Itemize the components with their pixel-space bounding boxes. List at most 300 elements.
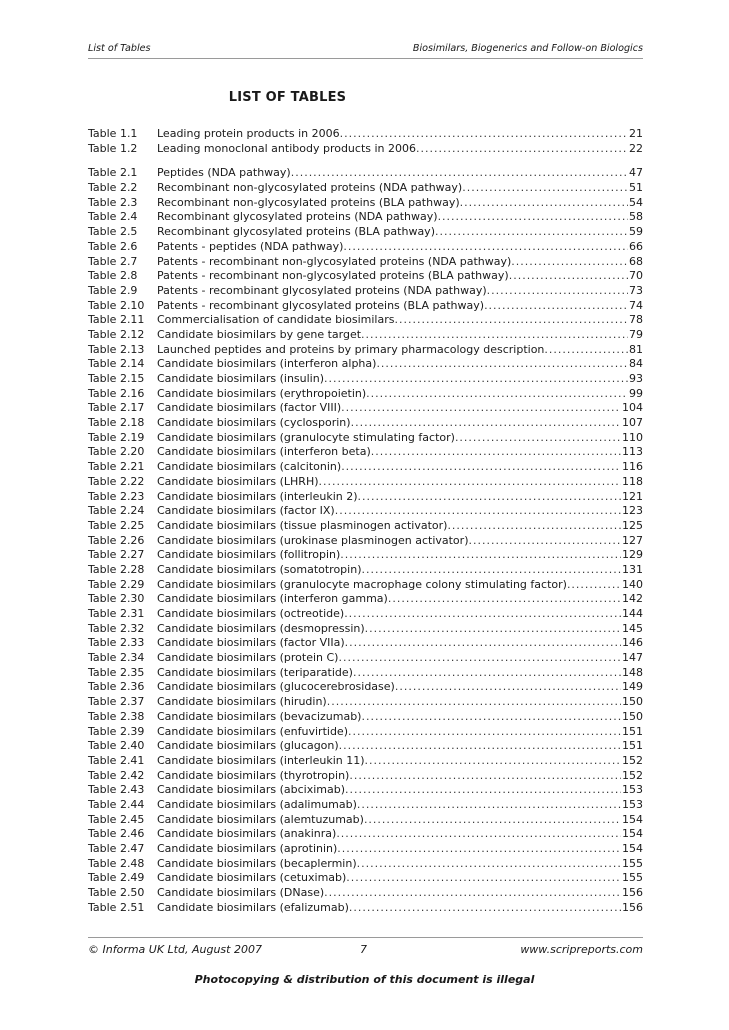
page-number: 151 (622, 724, 643, 738)
table-title: Candidate biosimilars by gene target (157, 327, 362, 341)
page-number: 74 (629, 298, 643, 312)
table-entry (157, 563, 643, 578)
dot-leader (353, 666, 621, 681)
table-number: Table 2.42 (88, 768, 145, 782)
page-number: 125 (622, 518, 643, 532)
list-item (88, 240, 643, 255)
table-entry (157, 680, 643, 695)
dot-leader (319, 475, 621, 490)
table-entry (157, 901, 643, 916)
dot-leader (361, 563, 621, 578)
table-title: Candidate biosimilars (tissue plasminogen activator) (157, 518, 448, 532)
page-number: 156 (622, 886, 643, 900)
table-title: Candidate biosimilars (granulocyte macrophage colony stimulating factor) (157, 577, 567, 591)
table-number: Table 2.51 (88, 900, 145, 914)
table-number: Table 2.33 (88, 636, 145, 650)
table-title: Candidate biosimilars (factor IX) (157, 504, 335, 518)
list-item (88, 695, 643, 710)
table-number: Table 2.15 (88, 372, 145, 385)
page-number: 104 (622, 401, 643, 415)
table-title: Candidate biosimilars (somatotropin) (157, 562, 362, 576)
table-title: Candidate biosimilars (interferon alpha) (157, 357, 377, 371)
footer-page-number: 7 (360, 943, 367, 956)
table-number: Table 2.18 (88, 416, 145, 430)
table-title: Patents - recombinant glycosylated proteins (BLA pathway) (157, 298, 485, 312)
list-item (88, 901, 643, 916)
dot-leader (357, 798, 621, 813)
list-item (88, 813, 643, 828)
list-item (88, 857, 643, 872)
table-title: Candidate biosimilars (abciximab) (157, 783, 346, 797)
page-number: 153 (622, 783, 643, 797)
table-entry (157, 504, 643, 519)
table-entry (157, 827, 643, 842)
page-number: 147 (622, 651, 643, 665)
dot-leader (336, 827, 621, 842)
table-number: Table 2.40 (88, 739, 145, 753)
table-number: Table 2.28 (88, 562, 145, 576)
table-entry (157, 181, 643, 196)
table-number: Table 2.5 (88, 225, 138, 239)
table-title: Commercialisation of candidate biosimilars (157, 313, 395, 327)
dot-leader (376, 357, 628, 372)
dot-leader (365, 754, 621, 769)
table-entry (157, 328, 643, 343)
list-item (88, 680, 643, 695)
table-entry (157, 475, 643, 490)
page-number: 93 (629, 372, 643, 385)
page-number: 22 (629, 141, 643, 155)
list-item (88, 372, 643, 387)
table-title: Candidate biosimilars (bevacizumab) (157, 709, 362, 723)
list-item (88, 387, 643, 402)
list-item (88, 313, 643, 328)
table-number: Table 2.41 (88, 753, 145, 767)
table-title: Candidate biosimilars (granulocyte stimulating factor) (157, 430, 455, 444)
list-item (88, 710, 643, 725)
table-number: Table 2.38 (88, 709, 145, 723)
table-title: Candidate biosimilars (interferon beta) (157, 445, 371, 459)
dot-leader (509, 269, 628, 284)
page-number: 144 (622, 607, 643, 620)
list-item (88, 666, 643, 681)
list-item (88, 401, 643, 416)
page-number: 107 (622, 416, 643, 430)
table-number: Table 2.1 (88, 166, 138, 180)
list-item (88, 886, 643, 901)
table-entry (157, 416, 643, 431)
page-number: 129 (622, 548, 643, 562)
header-right: Biosimilars, Biogenerics and Follow-on Biologics (412, 43, 643, 54)
list-item (88, 357, 643, 372)
table-number: Table 2.7 (88, 254, 138, 268)
table-number: Table 2.8 (88, 269, 138, 283)
table-number: Table 2.36 (88, 680, 145, 694)
table-title: Candidate biosimilars (follitropin) (157, 548, 341, 562)
table-title: Patents - recombinant non-glycosylated proteins (BLA pathway) (157, 269, 509, 283)
table-title: Candidate biosimilars (glucagon) (157, 739, 339, 753)
table-number: Table 2.30 (88, 592, 145, 606)
list-item (88, 563, 643, 578)
list-item (88, 871, 643, 886)
table-entry (157, 592, 643, 607)
dot-leader (348, 725, 621, 740)
table-number: Table 2.46 (88, 827, 145, 841)
page-number: 155 (622, 856, 643, 870)
table-entry (157, 622, 643, 637)
dot-leader (511, 255, 628, 270)
table-entry (157, 519, 643, 534)
list-item (88, 127, 643, 142)
table-title: Recombinant non-glycosylated proteins (NDA pathway) (157, 181, 463, 195)
table-entry (157, 548, 643, 563)
list-item (88, 416, 643, 431)
page-number: 150 (622, 695, 643, 709)
table-title: Patents - recombinant non-glycosylated proteins (NDA pathway) (157, 254, 512, 268)
page-number: 59 (629, 225, 643, 239)
table-entry (157, 607, 643, 622)
table-title: Candidate biosimilars (desmopressin) (157, 621, 365, 635)
page-number: 73 (629, 283, 643, 297)
table-entry (157, 695, 643, 710)
table-number: Table 2.27 (88, 548, 145, 562)
dot-leader (361, 710, 621, 725)
list-item (88, 210, 643, 225)
table-entry (157, 284, 643, 299)
table-title: Candidate biosimilars (erythropoietin) (157, 386, 367, 400)
dot-leader (357, 857, 621, 872)
table-entry (157, 166, 643, 181)
dot-leader (335, 504, 621, 519)
table-entry (157, 798, 643, 813)
table-title: Candidate biosimilars (factor VIIa) (157, 636, 345, 650)
dot-leader (358, 490, 621, 505)
table-number: Table 2.3 (88, 195, 138, 209)
table-entry (157, 710, 643, 725)
dot-leader (346, 871, 621, 886)
list-item (88, 534, 643, 549)
table-entry (157, 739, 643, 754)
table-entry (157, 127, 643, 142)
page-number: 150 (622, 709, 643, 723)
dot-leader (341, 401, 621, 416)
dot-leader (338, 651, 621, 666)
dot-leader (337, 842, 621, 857)
dot-leader (416, 142, 628, 157)
list-item (88, 798, 643, 813)
dot-leader (324, 886, 621, 901)
page-number: 142 (622, 592, 643, 606)
page-footer (88, 943, 643, 956)
page-number: 84 (629, 357, 643, 371)
list-item (88, 328, 643, 343)
list-item (88, 769, 643, 784)
table-title: Peptides (NDA pathway) (157, 166, 291, 180)
dot-leader (484, 299, 628, 314)
table-entry (157, 857, 643, 872)
table-title: Recombinant non-glycosylated proteins (BLA pathway) (157, 195, 460, 209)
list-item (88, 196, 643, 211)
table-entry (157, 636, 643, 651)
table-number: Table 2.34 (88, 651, 145, 665)
table-title: Candidate biosimilars (octreotide) (157, 607, 345, 620)
page-number: 127 (622, 533, 643, 547)
footer-divider (88, 937, 643, 938)
table-title: Candidate biosimilars (interleukin 2) (157, 489, 358, 503)
header-left: List of Tables (88, 43, 151, 54)
table-number: Table 2.6 (88, 239, 138, 253)
footer-copyright: © Informa UK Ltd, August 2007 (88, 943, 262, 956)
list-item (88, 255, 643, 270)
table-number: Table 2.20 (88, 445, 145, 459)
table-entry (157, 725, 643, 740)
table-entry (157, 754, 643, 769)
page-number: 148 (622, 665, 643, 679)
table-number: Table 2.45 (88, 812, 145, 826)
dot-leader (366, 387, 628, 402)
table-title: Candidate biosimilars (adalimumab) (157, 797, 357, 811)
table-entry (157, 578, 643, 593)
table-number: Table 2.32 (88, 621, 145, 635)
dot-leader (388, 592, 621, 607)
dot-leader (324, 372, 628, 387)
table-title: Candidate biosimilars (interleukin 11) (157, 753, 365, 767)
list-item (88, 181, 643, 196)
table-number: Table 2.13 (88, 342, 145, 356)
list-item (88, 739, 643, 754)
table-number: Table 2.35 (88, 665, 145, 679)
dot-leader (460, 196, 628, 211)
table-number: Table 2.26 (88, 533, 145, 547)
table-title: Candidate biosimilars (protein C) (157, 651, 339, 665)
dot-leader (468, 534, 621, 549)
table-entry (157, 142, 643, 157)
table-number: Table 1.2 (88, 141, 138, 155)
table-title: Candidate biosimilars (alemtuzumab) (157, 812, 364, 826)
table-title: Candidate biosimilars (thyrotropin) (157, 768, 350, 782)
table-title: Candidate biosimilars (cyclosporin) (157, 416, 351, 430)
table-entry (157, 313, 643, 328)
list-item (88, 445, 643, 460)
table-entry (157, 210, 643, 225)
table-entry (157, 842, 643, 857)
list-item (88, 460, 643, 475)
dot-leader (349, 901, 621, 916)
table-entry (157, 813, 643, 828)
table-entry (157, 196, 643, 211)
list-item (88, 166, 643, 181)
dot-leader (341, 460, 621, 475)
table-number: Table 2.50 (88, 886, 145, 900)
table-title: Leading monoclonal antibody products in 2006 (157, 141, 417, 155)
dot-leader (291, 166, 628, 181)
page-number: 154 (622, 827, 643, 841)
dot-leader (345, 783, 621, 798)
list-item (88, 431, 643, 446)
dot-leader (371, 445, 621, 460)
table-title: Candidate biosimilars (interferon gamma) (157, 592, 388, 606)
dot-leader (395, 680, 621, 695)
table-title: Candidate biosimilars (calcitonin) (157, 460, 342, 474)
table-entry (157, 651, 643, 666)
dot-leader (340, 548, 621, 563)
table-title: Candidate biosimilars (hirudin) (157, 695, 327, 709)
page-number: 21 (629, 127, 643, 140)
page-number: 81 (629, 342, 643, 356)
copyright-notice: Photocopying & distribution of this document is illegal (194, 973, 535, 986)
dot-leader (365, 622, 621, 637)
list-item (88, 725, 643, 740)
table-title: Candidate biosimilars (insulin) (157, 372, 325, 385)
page-number: 154 (622, 812, 643, 826)
page-number: 131 (622, 562, 643, 576)
page-number: 110 (622, 430, 643, 444)
table-title: Candidate biosimilars (anakinra) (157, 827, 337, 841)
table-title: Patents - recombinant glycosylated proteins (NDA pathway) (157, 283, 487, 297)
dot-leader (447, 519, 621, 534)
table-number: Table 2.23 (88, 489, 145, 503)
list-item (88, 284, 643, 299)
table-number: Table 2.47 (88, 842, 145, 855)
table-entry (157, 240, 643, 255)
dot-leader (487, 284, 628, 299)
list-item (88, 343, 643, 358)
list-item (88, 842, 643, 857)
page-number: 116 (622, 460, 643, 474)
table-title: Launched peptides and proteins by primary pharmacology description (157, 342, 545, 356)
table-entry (157, 387, 643, 402)
table-title: Candidate biosimilars (teriparatide) (157, 665, 353, 679)
table-title: Candidate biosimilars (enfuvirtide) (157, 724, 348, 738)
page-number: 152 (622, 753, 643, 767)
table-number: Table 2.49 (88, 871, 145, 885)
page-number: 68 (629, 254, 643, 268)
table-title: Recombinant glycosylated proteins (BLA pathway) (157, 225, 435, 239)
dot-leader (438, 210, 628, 225)
page-number: 156 (622, 900, 643, 914)
list-item (88, 269, 643, 284)
table-title: Candidate biosimilars (aprotinin) (157, 842, 338, 855)
dot-leader (344, 607, 621, 622)
list-item (88, 548, 643, 563)
table-title: Recombinant glycosylated proteins (NDA pathway) (157, 210, 438, 224)
list-item (88, 783, 643, 798)
table-title: Candidate biosimilars (cetuximab) (157, 871, 347, 885)
table-number: Table 2.43 (88, 783, 145, 797)
footer-website: www.scripreports.com (520, 943, 643, 956)
dot-leader (345, 636, 621, 651)
dot-leader (351, 416, 621, 431)
dot-leader (364, 813, 621, 828)
table-number: Table 2.12 (88, 327, 145, 341)
table-number: Table 2.22 (88, 474, 145, 488)
list-item (88, 299, 643, 314)
table-number: Table 2.44 (88, 797, 145, 811)
list-item (88, 592, 643, 607)
table-number: Table 2.37 (88, 695, 145, 709)
list-item (88, 651, 643, 666)
dot-leader (455, 431, 621, 446)
dot-leader (394, 313, 628, 328)
dot-leader (567, 578, 621, 593)
table-number: Table 2.4 (88, 210, 138, 224)
dot-leader (462, 181, 628, 196)
table-entry (157, 343, 643, 358)
page-number: 51 (629, 181, 643, 195)
table-title: Candidate biosimilars (LHRH) (157, 474, 319, 488)
table-number: Table 2.2 (88, 181, 138, 195)
table-number: Table 2.16 (88, 386, 145, 400)
page-header (88, 43, 643, 59)
list-item (88, 142, 643, 157)
table-number: Table 2.17 (88, 401, 145, 415)
page-title: LIST OF TABLES (228, 90, 347, 105)
list-item (88, 827, 643, 842)
table-number: Table 1.1 (88, 127, 138, 140)
table-number: Table 2.14 (88, 357, 145, 371)
table-number: Table 2.31 (88, 607, 145, 620)
dot-leader (435, 225, 628, 240)
page-number: 79 (629, 327, 643, 341)
table-entry (157, 534, 643, 549)
table-title: Candidate biosimilars (becaplermin) (157, 856, 357, 870)
table-entry (157, 269, 643, 284)
page-number: 54 (629, 195, 643, 209)
list-item (88, 504, 643, 519)
page-number: 58 (629, 210, 643, 224)
table-title: Leading protein products in 2006 (157, 127, 340, 140)
table-entry (157, 769, 643, 784)
dot-leader (343, 240, 628, 255)
dot-leader (339, 739, 621, 754)
table-entry (157, 445, 643, 460)
list-item (88, 607, 643, 622)
table-number: Table 2.25 (88, 518, 145, 532)
table-title: Candidate biosimilars (factor VIII) (157, 401, 342, 415)
dot-leader (340, 127, 628, 142)
page-number: 151 (622, 739, 643, 753)
table-title: Patents - peptides (NDA pathway) (157, 239, 344, 253)
page-number: 78 (629, 313, 643, 327)
table-number: Table 2.24 (88, 504, 145, 518)
table-entry (157, 225, 643, 240)
table-number: Table 2.9 (88, 283, 138, 297)
table-number: Table 2.11 (88, 313, 145, 327)
page-number: 99 (629, 386, 643, 400)
list-item (88, 490, 643, 505)
page-number: 145 (622, 621, 643, 635)
page-number: 121 (622, 489, 643, 503)
table-entry (157, 357, 643, 372)
page-number: 140 (622, 577, 643, 591)
dot-leader (544, 343, 628, 358)
table-number: Table 2.10 (88, 298, 145, 312)
table-entry (157, 431, 643, 446)
table-title: Candidate biosimilars (DNase) (157, 886, 325, 900)
list-item (88, 754, 643, 769)
table-number: Table 2.19 (88, 430, 145, 444)
page-number: 118 (622, 474, 643, 488)
table-entry (157, 666, 643, 681)
page-number: 113 (622, 445, 643, 459)
table-entry (157, 372, 643, 387)
list-item (88, 636, 643, 651)
table-entry (157, 255, 643, 270)
list-item (88, 519, 643, 534)
table-entry (157, 460, 643, 475)
page-number: 66 (629, 239, 643, 253)
page-number: 153 (622, 797, 643, 811)
